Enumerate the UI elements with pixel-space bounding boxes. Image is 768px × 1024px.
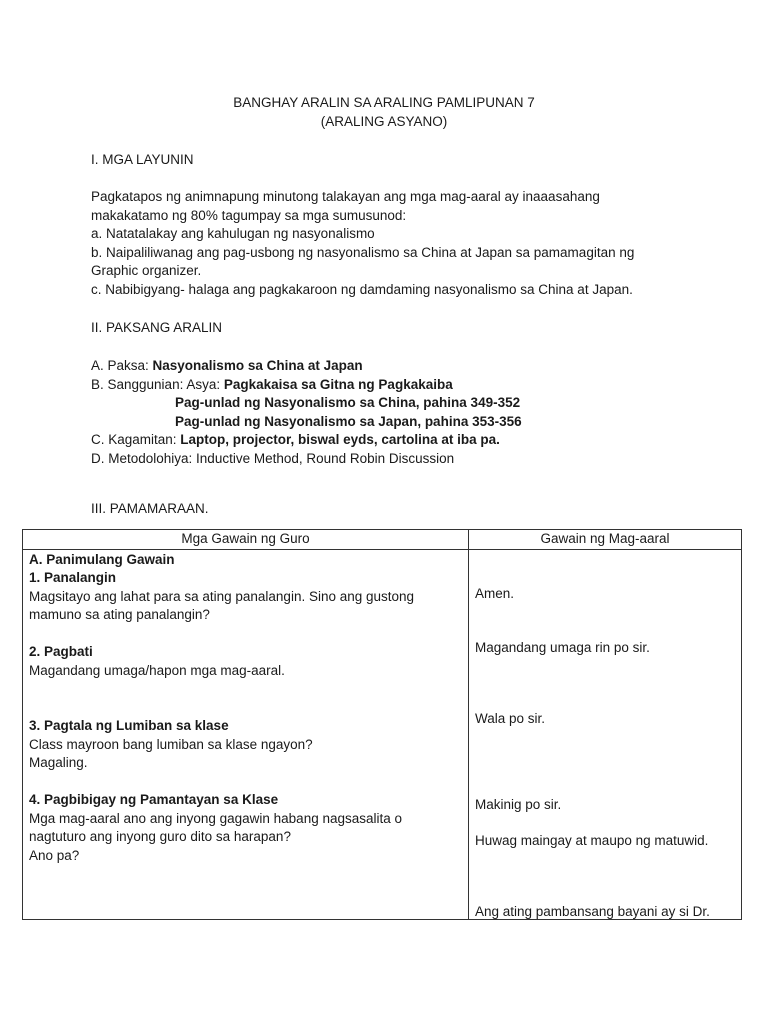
table-row: [23, 549, 742, 919]
sanggunian-label: B. Sanggunian: Asya:: [91, 376, 224, 392]
objective-c: c. Nabibigyang- halaga ang pagkakaroon ng damdaming nasyonalismo sa China at Japan.: [91, 281, 633, 297]
part-a-heading: A. Panimulang Gawain: [29, 551, 175, 567]
step-4-text: Mga mag-aaral ano ang inyong gagawin habang nagsasalita o: [29, 810, 403, 826]
objectives-intro-line: makakatamo ng 80% tagumpay sa mga sumusunod:: [91, 207, 407, 223]
table-header-row: [23, 530, 742, 550]
student-response: Makinig po sir.: [475, 796, 562, 812]
document-title: BANGHAY ARALIN SA ARALING PAMLIPUNAN 7: [233, 95, 535, 110]
paksa-label: A. Paksa:: [91, 358, 153, 373]
step-4-text: nagtuturo ang inyong guro dito sa harapan?: [29, 829, 291, 844]
section-heading-paksang-aralin: II. PAKSANG ARALIN: [91, 320, 223, 335]
procedure-table: [22, 529, 742, 920]
student-responses-cell: [469, 549, 742, 919]
paksa-value: Nasyonalismo sa China at Japan: [152, 358, 363, 373]
student-response: Ang ating pambansang bayani ay si Dr.: [475, 903, 710, 919]
section-heading-layunin: I. MGA LAYUNIN: [91, 152, 194, 167]
kagamitan-label: C. Kagamitan:: [91, 432, 181, 447]
column-header-student: Gawain ng Mag-aaral: [469, 530, 742, 550]
teacher-activities-cell: [23, 549, 469, 919]
kagamitan-line: [91, 431, 711, 450]
student-response: Wala po sir.: [475, 710, 546, 726]
column-header-teacher: Mga Gawain ng Guro: [23, 530, 469, 550]
section-heading-pamamaraan: III. PAMAMARAAN.: [91, 501, 209, 516]
sanggunian-value: Pagkakaisa sa Gitna ng Pagkakaiba: [223, 376, 453, 392]
step-4-heading: 4. Pagbibigay ng Pamantayan sa Klase: [29, 792, 279, 807]
metodolohiya-line: D. Metodolohiya: Inductive Method, Round Robin Discussion: [91, 450, 455, 466]
objectives-intro-line: Pagkatapos ng animnapung minutong talakayan ang mga mag-aaral ay inaaasahang: [91, 189, 600, 204]
reference-japan: Pag-unlad ng Nasyonalismo sa Japan, pahina 353-356: [175, 413, 522, 429]
reference-china: Pag-unlad ng Nasyonalismo sa China, pahina 349-352: [175, 395, 521, 410]
step-3-heading: 3. Pagtala ng Lumiban sa klase: [29, 718, 229, 733]
document-subtitle: (ARALING ASYANO): [320, 114, 448, 129]
objective-b-continued: Graphic organizer.: [91, 263, 202, 278]
objective-b: b. Naipaliliwanag ang pag-usbong ng nasyonalismo sa China at Japan sa pamamagitan ng: [91, 244, 635, 260]
step-3-text: Class mayroon bang lumiban sa klase ngayon?: [29, 736, 313, 752]
sanggunian-line: [91, 376, 711, 395]
step-3-text: Magaling.: [29, 755, 88, 770]
step-1-heading: 1. Panalangin: [29, 570, 117, 585]
step-1-text: mamuno sa ating panalangin?: [29, 607, 210, 622]
step-4-text: Ano pa?: [29, 847, 80, 863]
paksa-line: [91, 357, 711, 376]
objective-a: a. Natatalakay ang kahulugan ng nasyonalismo: [91, 226, 375, 241]
student-response: Huwag maingay at maupo ng matuwid.: [475, 832, 709, 848]
student-response: Amen.: [475, 585, 515, 601]
objectives-block: [91, 188, 711, 299]
student-response: Magandang umaga rin po sir.: [475, 639, 650, 655]
step-2-text: Magandang umaga/hapon mga mag-aaral.: [29, 662, 285, 678]
step-1-text: Magsitayo ang lahat para sa ating panalangin. Sino ang gustong: [29, 588, 415, 604]
kagamitan-value: Laptop, projector, biswal eyds, cartolina at iba pa.: [180, 432, 500, 447]
step-2-heading: 2. Pagbati: [29, 644, 93, 659]
subject-matter-block: [91, 357, 711, 468]
